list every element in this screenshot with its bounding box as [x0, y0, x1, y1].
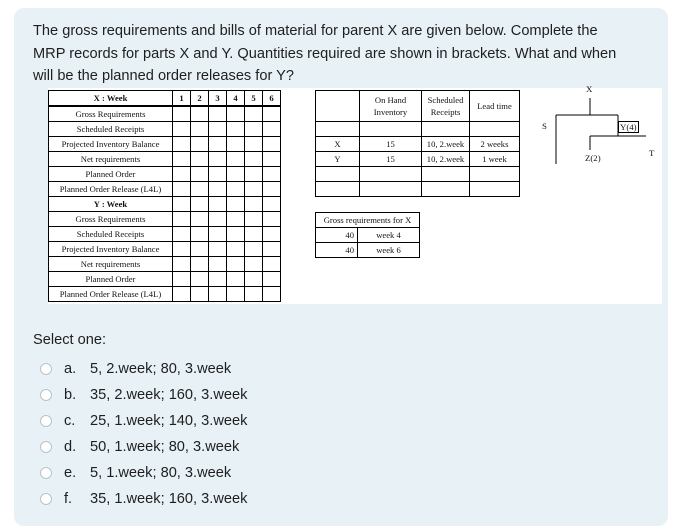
- row-label: Planned Order: [49, 272, 173, 287]
- option-text: 35, 1.week; 160, 3.week: [90, 491, 248, 507]
- mrp-record-table: [48, 90, 281, 302]
- x-week-header: X : Week: [49, 91, 173, 107]
- option-a[interactable]: [40, 356, 247, 382]
- bom-left-label: S: [542, 121, 547, 131]
- on-hand-cell: 15: [360, 137, 422, 152]
- option-text: 25, 1.week; 140, 3.week: [90, 413, 248, 429]
- y-week-row: [49, 197, 281, 212]
- week-number: 4: [227, 91, 245, 107]
- inventory-header-row: [316, 91, 568, 122]
- on-hand-cell: 15: [360, 152, 422, 167]
- radio-icon[interactable]: [40, 363, 52, 375]
- table-row: [49, 257, 281, 272]
- week-cell: week 6: [358, 243, 420, 258]
- bom-right-child: Y(4): [620, 122, 637, 132]
- row-label: Planned Order Release (L4L): [49, 182, 173, 197]
- scheduled-cell: 10, 2.week: [422, 152, 470, 167]
- row-label: Scheduled Receipts: [49, 122, 173, 137]
- on-hand-header: On Hand Inventory: [360, 91, 422, 122]
- item-cell: X: [316, 137, 360, 152]
- qty-cell: 40: [316, 228, 358, 243]
- table-row: [49, 106, 281, 122]
- question-text: [33, 20, 658, 88]
- answer-options: [40, 356, 247, 512]
- gross-title-row: [316, 213, 420, 228]
- question-line: will be the planned order releases for Y?: [33, 68, 294, 84]
- bom-far-right-label: T: [649, 148, 655, 158]
- row-label: Planned Order Release (L4L): [49, 287, 173, 302]
- week-number: 6: [263, 91, 281, 107]
- radio-icon[interactable]: [40, 441, 52, 453]
- scheduled-cell: 10, 2.week: [422, 137, 470, 152]
- week-number: 1: [173, 91, 191, 107]
- radio-icon[interactable]: [40, 415, 52, 427]
- option-f[interactable]: [40, 486, 247, 512]
- row-label: Gross Requirements: [49, 106, 173, 122]
- row-label: Planned Order: [49, 167, 173, 182]
- table-row: [316, 228, 420, 243]
- table-row: [49, 137, 281, 152]
- lead-time-cell: 1 week: [470, 152, 520, 167]
- week-cell: week 4: [358, 228, 420, 243]
- option-letter: c.: [64, 413, 76, 429]
- row-label: Scheduled Receipts: [49, 227, 173, 242]
- bom-root: X: [586, 84, 593, 94]
- item-cell: Y: [316, 152, 360, 167]
- table-row: [316, 243, 420, 258]
- option-b[interactable]: [40, 382, 247, 408]
- option-letter: a.: [64, 361, 77, 377]
- table-row: [49, 122, 281, 137]
- option-letter: b.: [64, 387, 77, 403]
- row-label: Net requirements: [49, 152, 173, 167]
- table-row: [49, 287, 281, 302]
- lead-time-header: Lead time: [470, 91, 520, 122]
- row-label: Projected Inventory Balance: [49, 137, 173, 152]
- table-row: [316, 122, 568, 137]
- bom-bottom-child: Z(2): [585, 153, 601, 163]
- row-label: Projected Inventory Balance: [49, 242, 173, 257]
- table-row: [49, 182, 281, 197]
- row-label: Net requirements: [49, 257, 173, 272]
- option-letter: f.: [64, 491, 73, 507]
- radio-icon[interactable]: [40, 493, 52, 505]
- inventory-row-y: [316, 152, 568, 167]
- x-week-row: [49, 91, 281, 107]
- option-letter: d.: [64, 439, 77, 455]
- week-number: 2: [191, 91, 209, 107]
- mrp-figure: [48, 84, 662, 304]
- qty-cell: 40: [316, 243, 358, 258]
- table-row: [49, 227, 281, 242]
- question-line: The gross requirements and bills of material for parent X are given below. Complete the: [33, 23, 598, 39]
- option-text: 50, 1.week; 80, 3.week: [90, 439, 240, 455]
- inventory-table: [315, 90, 568, 197]
- option-d[interactable]: [40, 434, 247, 460]
- table-row: [49, 167, 281, 182]
- option-letter: e.: [64, 465, 77, 481]
- scheduled-header: Scheduled Receipts: [422, 91, 470, 122]
- week-number: 5: [245, 91, 263, 107]
- select-one-label: Select one:: [33, 332, 107, 348]
- option-c[interactable]: [40, 408, 247, 434]
- option-e[interactable]: [40, 460, 247, 486]
- week-number: 3: [209, 91, 227, 107]
- radio-icon[interactable]: [40, 467, 52, 479]
- table-row: [316, 182, 568, 197]
- lead-time-cell: 2 weeks: [470, 137, 520, 152]
- option-text: 5, 1.week; 80, 3.week: [90, 465, 232, 481]
- gross-requirements-title: Gross requirements for X: [316, 213, 420, 228]
- table-row: [49, 242, 281, 257]
- option-text: 5, 2.week; 80, 3.week: [90, 361, 232, 377]
- radio-icon[interactable]: [40, 389, 52, 401]
- table-row: [316, 167, 568, 182]
- y-week-header: Y : Week: [49, 197, 173, 212]
- gross-requirements-table: [315, 212, 420, 258]
- inventory-row-x: [316, 137, 568, 152]
- question-line: MRP records for parts X and Y. Quantities required are shown in brackets. What and when: [33, 45, 617, 62]
- row-label: Gross Requirements: [49, 212, 173, 227]
- table-row: [49, 272, 281, 287]
- option-text: 35, 2.week; 160, 3.week: [90, 387, 248, 403]
- table-row: [49, 212, 281, 227]
- table-row: [49, 152, 281, 167]
- bom-tree-lines: [548, 94, 658, 164]
